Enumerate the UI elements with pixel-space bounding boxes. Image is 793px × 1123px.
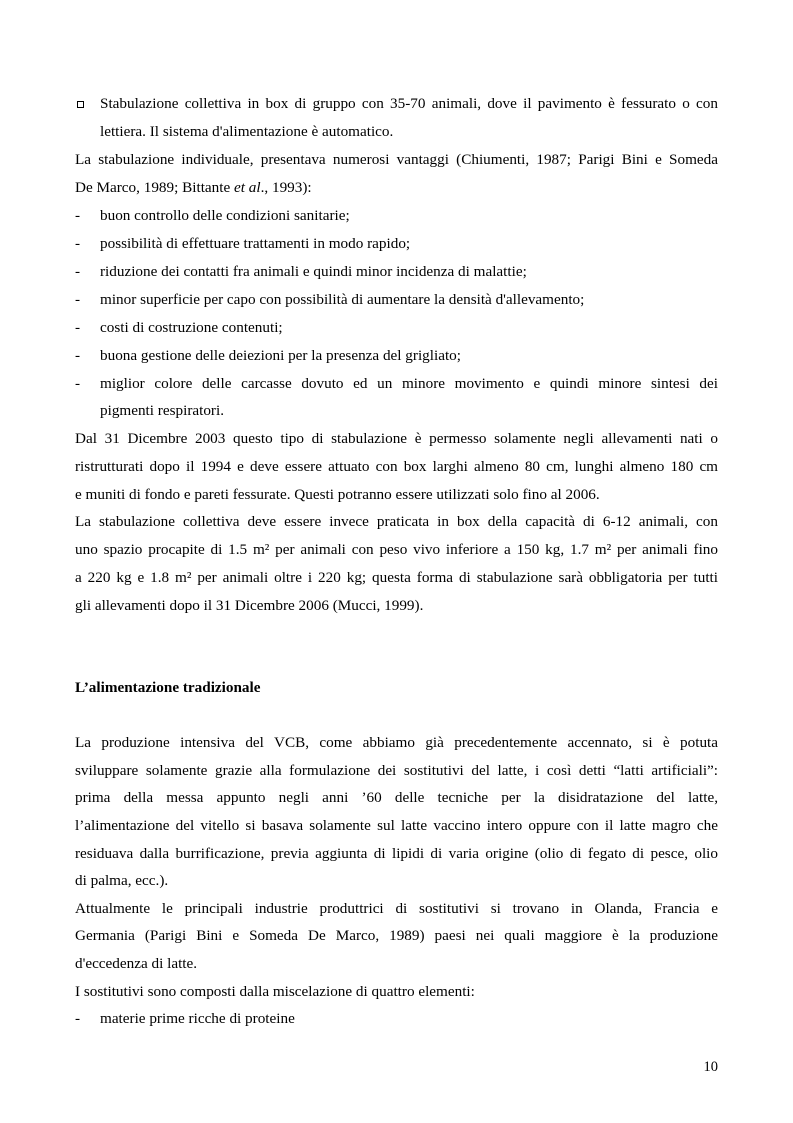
et-al-italic: et al (234, 179, 261, 196)
paragraph-produzione-line: prima della messa appunto negli anni ’60 delle tecniche per la disidratazione del latte, (75, 789, 718, 806)
bullet-item-line-2: lettiera. Il sistema d'alimentazione è automatico. (100, 123, 394, 140)
list-item: costi di costruzione contenuti; (100, 319, 283, 336)
paragraph-produzione-line: l’alimentazione del vitello si basava solamente sul latte vaccino intero oppure con il latte magro che (75, 817, 718, 834)
list-item: buona gestione delle deiezioni per la presenza del grigliato; (100, 347, 461, 364)
paragraph-industrie-line: d'eccedenza di latte. (75, 955, 198, 972)
paragraph-industrie-line: Germania (Parigi Bini e Someda De Marco, 1989) paesi nei quali maggiore è la produzione (75, 927, 718, 944)
section-heading: L’alimentazione tradizionale (75, 679, 261, 696)
list-item-line-2: pigmenti respiratori. (100, 402, 224, 419)
paragraph-collettiva-line: gli allevamenti dopo il 31 Dicembre 2006 (Mucci, 1999). (75, 597, 424, 614)
square-bullet-icon (77, 101, 84, 108)
paragraph-individuale-line-1: La stabulazione individuale, presentava numerosi vantaggi (Chiumenti, 1987; Parigi Bini e Someda (75, 151, 718, 168)
list-dash: - (75, 263, 81, 280)
list-dash: - (75, 207, 81, 224)
paragraph-2003-line: Dal 31 Dicembre 2003 questo tipo di stabulazione è permesso solamente negli allevamenti nati o (75, 430, 718, 447)
paragraph-2003-line: e muniti di fondo e pareti fessurate. Questi potranno essere utilizzati solo fino al 2006. (75, 486, 600, 503)
list-dash: - (75, 347, 81, 364)
bullet-item-line-1: Stabulazione collettiva in box di gruppo con 35-70 animali, dove il pavimento è fessurato o con (100, 95, 718, 112)
paragraph-produzione-line: La produzione intensiva del VCB, come abbiamo già precedentemente accennato, si è potuta (75, 734, 718, 751)
paragraph-industrie-line: Attualmente le principali industrie produttrici di sostitutivi si trovano in Olanda, Francia e (75, 900, 718, 917)
list-dash: - (75, 235, 81, 252)
list-item-line-1: miglior colore delle carcasse dovuto ed un minore movimento e quindi minore sintesi dei (100, 375, 718, 392)
list-item-materie: materie prime ricche di proteine (100, 1010, 295, 1027)
page-number: 10 (703, 1059, 718, 1075)
list-dash: - (75, 291, 81, 308)
citation-text: De Marco, 1989; Bittante (75, 179, 235, 196)
paragraph-collettiva-line: La stabulazione collettiva deve essere invece praticata in box della capacità di 6-12 animali, con (75, 513, 718, 530)
paragraph-sostitutivi: I sostitutivi sono composti dalla miscelazione di quattro elementi: (75, 983, 475, 1000)
list-item: buon controllo delle condizioni sanitarie; (100, 207, 350, 224)
list-item: riduzione dei contatti fra animali e quindi minor incidenza di malattie; (100, 263, 527, 280)
paragraph-individuale-line-2 (75, 179, 718, 197)
list-dash: - (75, 375, 81, 392)
list-dash: - (75, 1010, 81, 1027)
citation-text-end: ., 1993): (260, 179, 312, 196)
paragraph-produzione-line: di palma, ecc.). (75, 872, 169, 889)
list-item: possibilità di effettuare trattamenti in modo rapido; (100, 235, 411, 252)
list-item: minor superficie per capo con possibilità di aumentare la densità d'allevamento; (100, 291, 585, 308)
paragraph-collettiva-line: a 220 kg e 1.8 m² per animali oltre i 220 kg; questa forma di stabulazione sarà obbligatoria per tutti (75, 569, 718, 586)
paragraph-2003-line: ristrutturati dopo il 1994 e deve essere attuato con box larghi almeno 80 cm, lunghi almeno 180 cm (75, 458, 718, 475)
paragraph-produzione-line: residuava dalla burrificazione, previa aggiunta di lipidi di varia origine (olio di fegato di pesce, olio (75, 845, 718, 862)
paragraph-collettiva-line: uno spazio procapite di 1.5 m² per animali con peso vivo inferiore a 150 kg, 1.7 m² per animali fino (75, 541, 718, 558)
paragraph-produzione-line: sviluppare solamente grazie alla formulazione dei sostitutivi del latte, i così detti “latti artificiali”: (75, 762, 718, 779)
list-dash: - (75, 319, 81, 336)
